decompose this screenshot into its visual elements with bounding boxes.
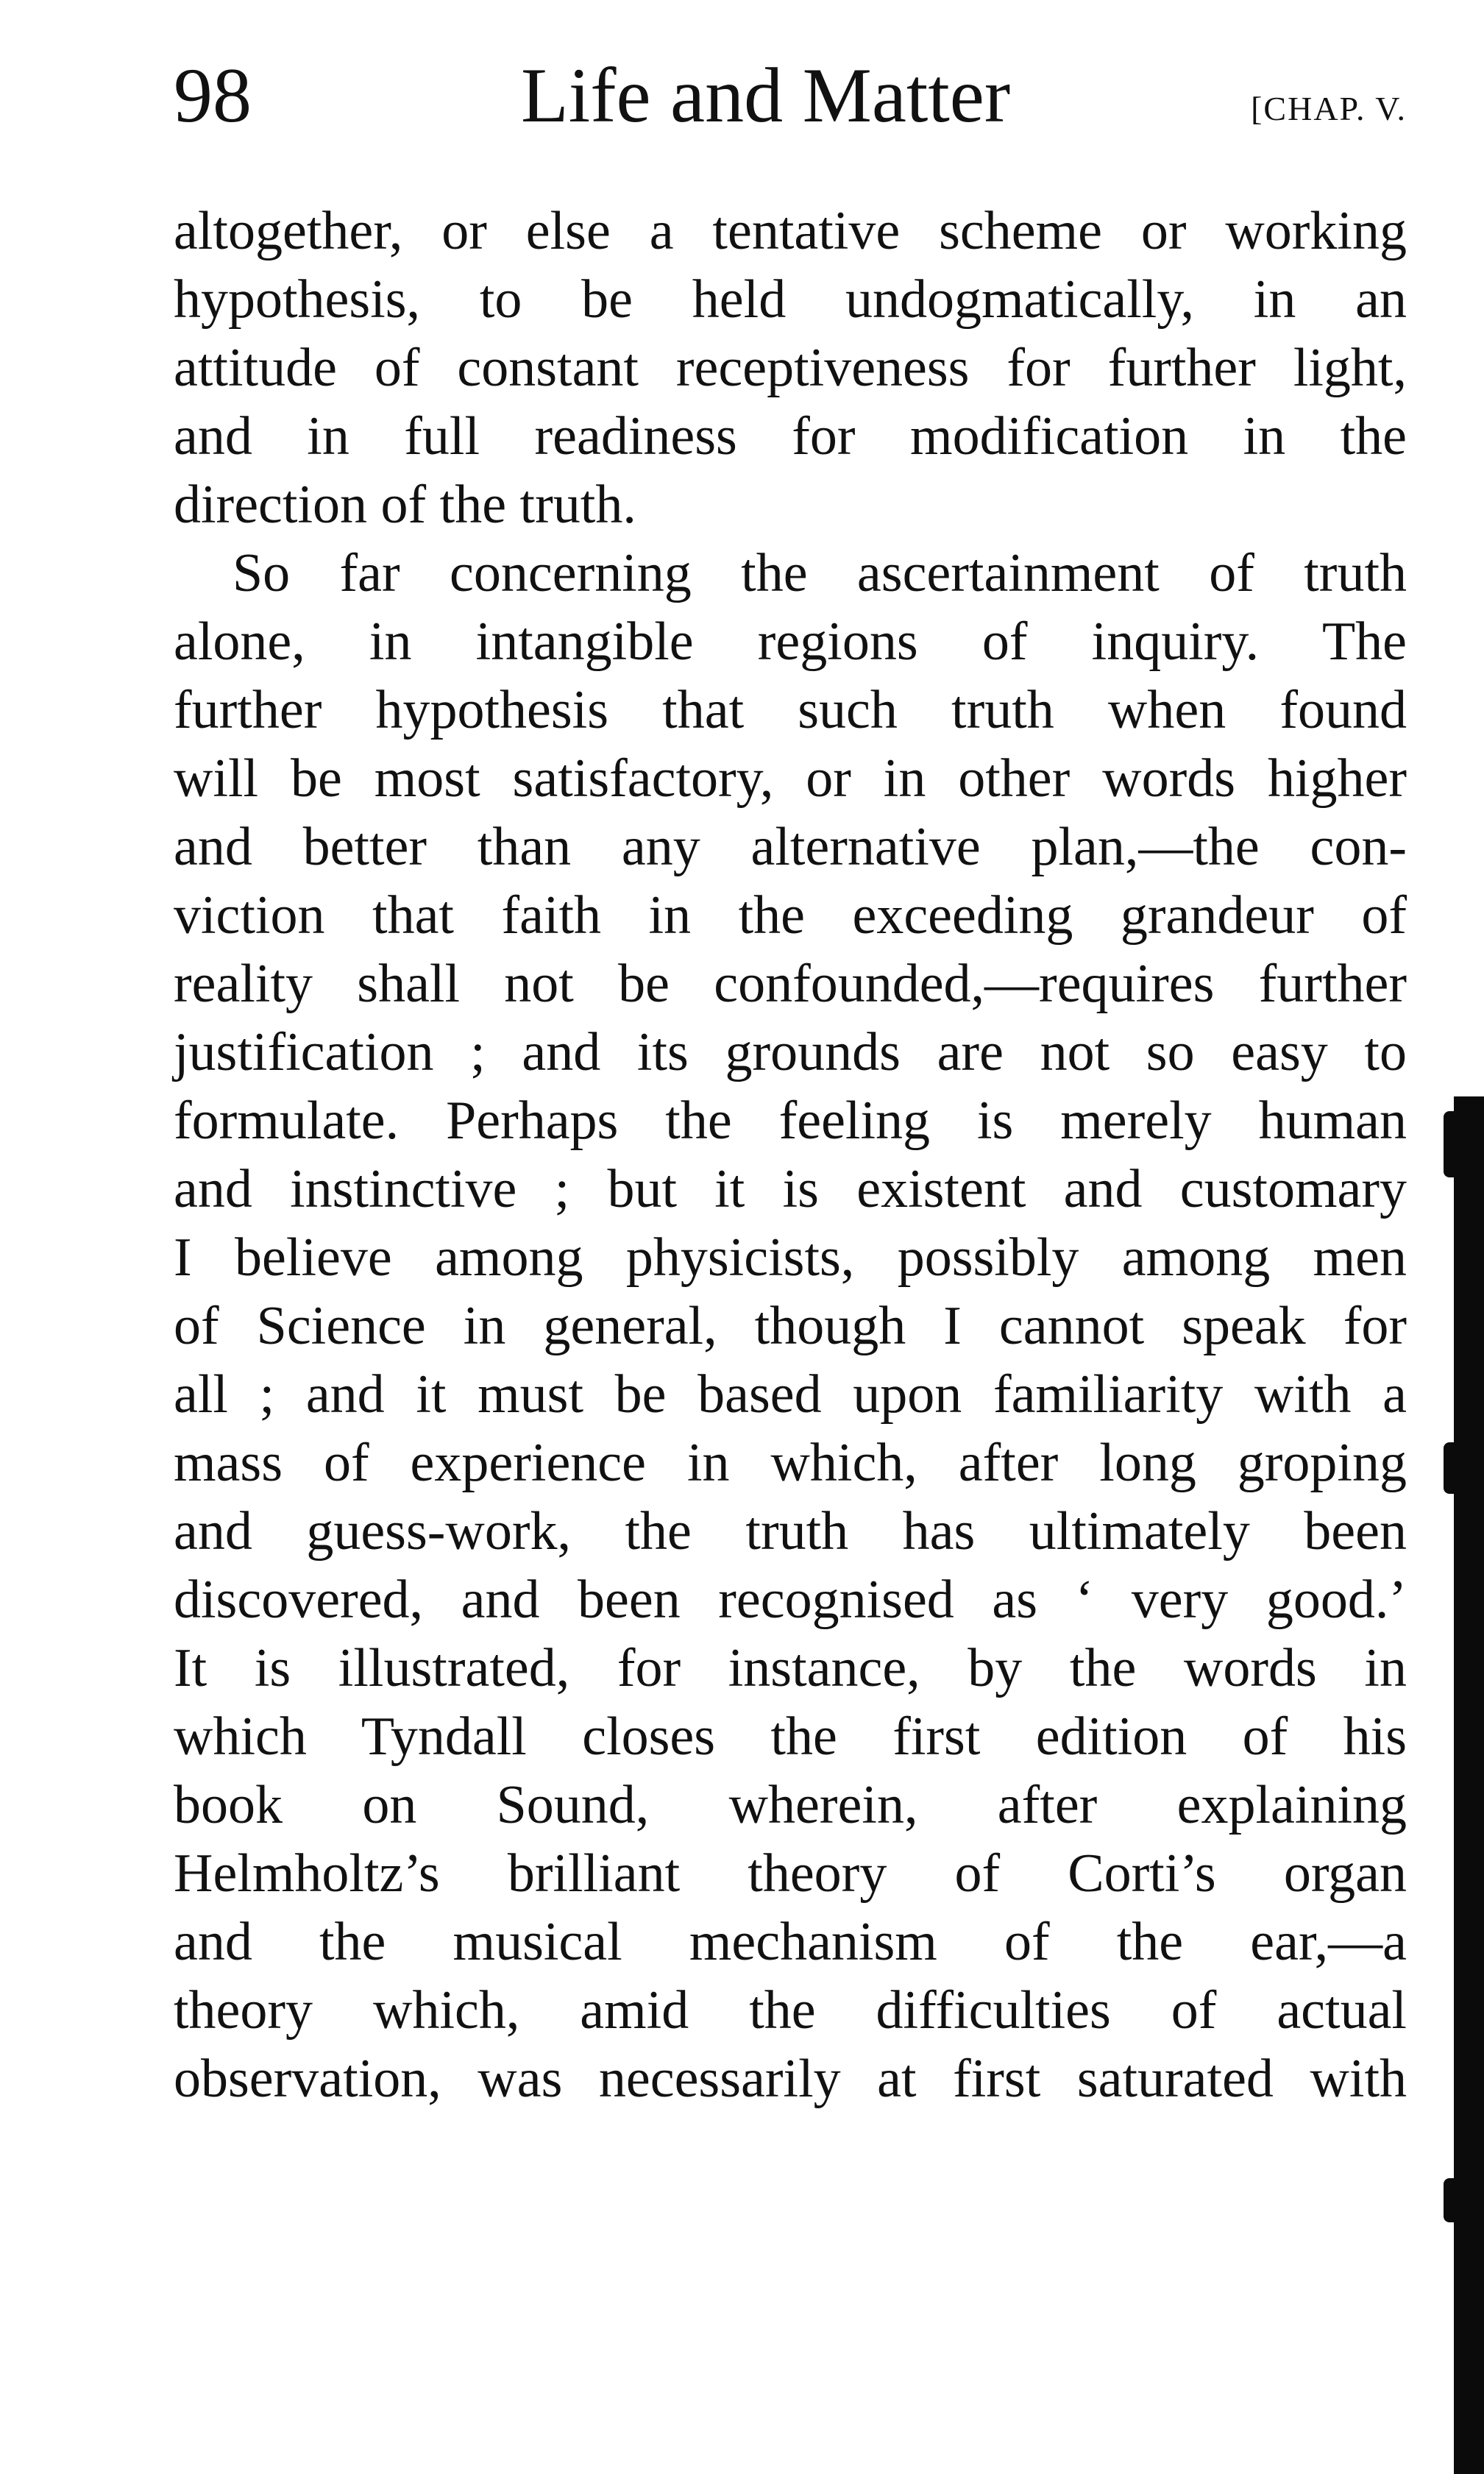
chapter-label: [CHAP. V. (1251, 90, 1407, 127)
running-title: Life and Matter (521, 52, 1011, 138)
text-line: discovered, and been recognised as ‘ very good.’ (174, 1570, 1407, 1630)
page-edge-notch (1444, 2178, 1455, 2222)
text-line: hypothesis, to be held undogmatically, in an (174, 269, 1407, 330)
text-line: So far concerning the ascertainment of truth (232, 543, 1407, 603)
text-line: justification ; and its grounds are not so easy to (174, 1022, 1407, 1082)
text-line: and better than any alternative plan,—the con- (174, 817, 1407, 877)
text-line: of Science in general, though I cannot speak for (174, 1296, 1407, 1356)
text-line: and the musical mechanism of the ear,—a (174, 1912, 1407, 1972)
text-line: altogether, or else a tentative scheme or working (174, 201, 1407, 261)
text-line: further hypothesis that such truth when found (174, 680, 1407, 740)
page-edge-notch (1444, 1442, 1455, 1494)
page-edge-notch (1444, 1111, 1455, 1177)
body-text (174, 197, 1407, 2113)
text-line: Helmholtz’s brilliant theory of Corti’s organ (174, 1843, 1407, 1904)
text-line: It is illustrated, for instance, by the words in (174, 1638, 1407, 1698)
text-line: and instinctive ; but it is existent and customary (174, 1159, 1407, 1219)
text-line: all ; and it must be based upon familiarity with a (174, 1364, 1407, 1425)
text-line: observation, was necessarily at first saturated with (174, 2049, 1407, 2109)
text-line: I believe among physicists, possibly among men (174, 1227, 1407, 1288)
text-line: attitude of constant receptiveness for further light, (174, 338, 1407, 398)
page-number: 98 (174, 52, 252, 138)
text-line: book on Sound, wherein, after explaining (174, 1775, 1407, 1835)
text-line: and in full readiness for modification in the (174, 406, 1407, 467)
text-line: alone, in intangible regions of inquiry. The (174, 612, 1407, 672)
text-line: mass of experience in which, after long groping (174, 1433, 1407, 1493)
text-line: which Tyndall closes the first edition of his (174, 1706, 1407, 1767)
text-line: direction of the truth. (174, 475, 636, 535)
text-line: formulate. Perhaps the feeling is merely human (174, 1091, 1407, 1151)
text-line: and guess-work, the truth has ultimately been (174, 1501, 1407, 1562)
text-line: viction that faith in the exceeding grandeur of (174, 885, 1407, 946)
page-header (174, 44, 1407, 147)
text-line: theory which, amid the difficulties of actual (174, 1980, 1407, 2041)
text-line: will be most satisfactory, or in other words higher (174, 748, 1407, 809)
page-edge-shadow (1454, 1096, 1484, 2474)
text-line: reality shall not be confounded,—requires further (174, 954, 1407, 1014)
